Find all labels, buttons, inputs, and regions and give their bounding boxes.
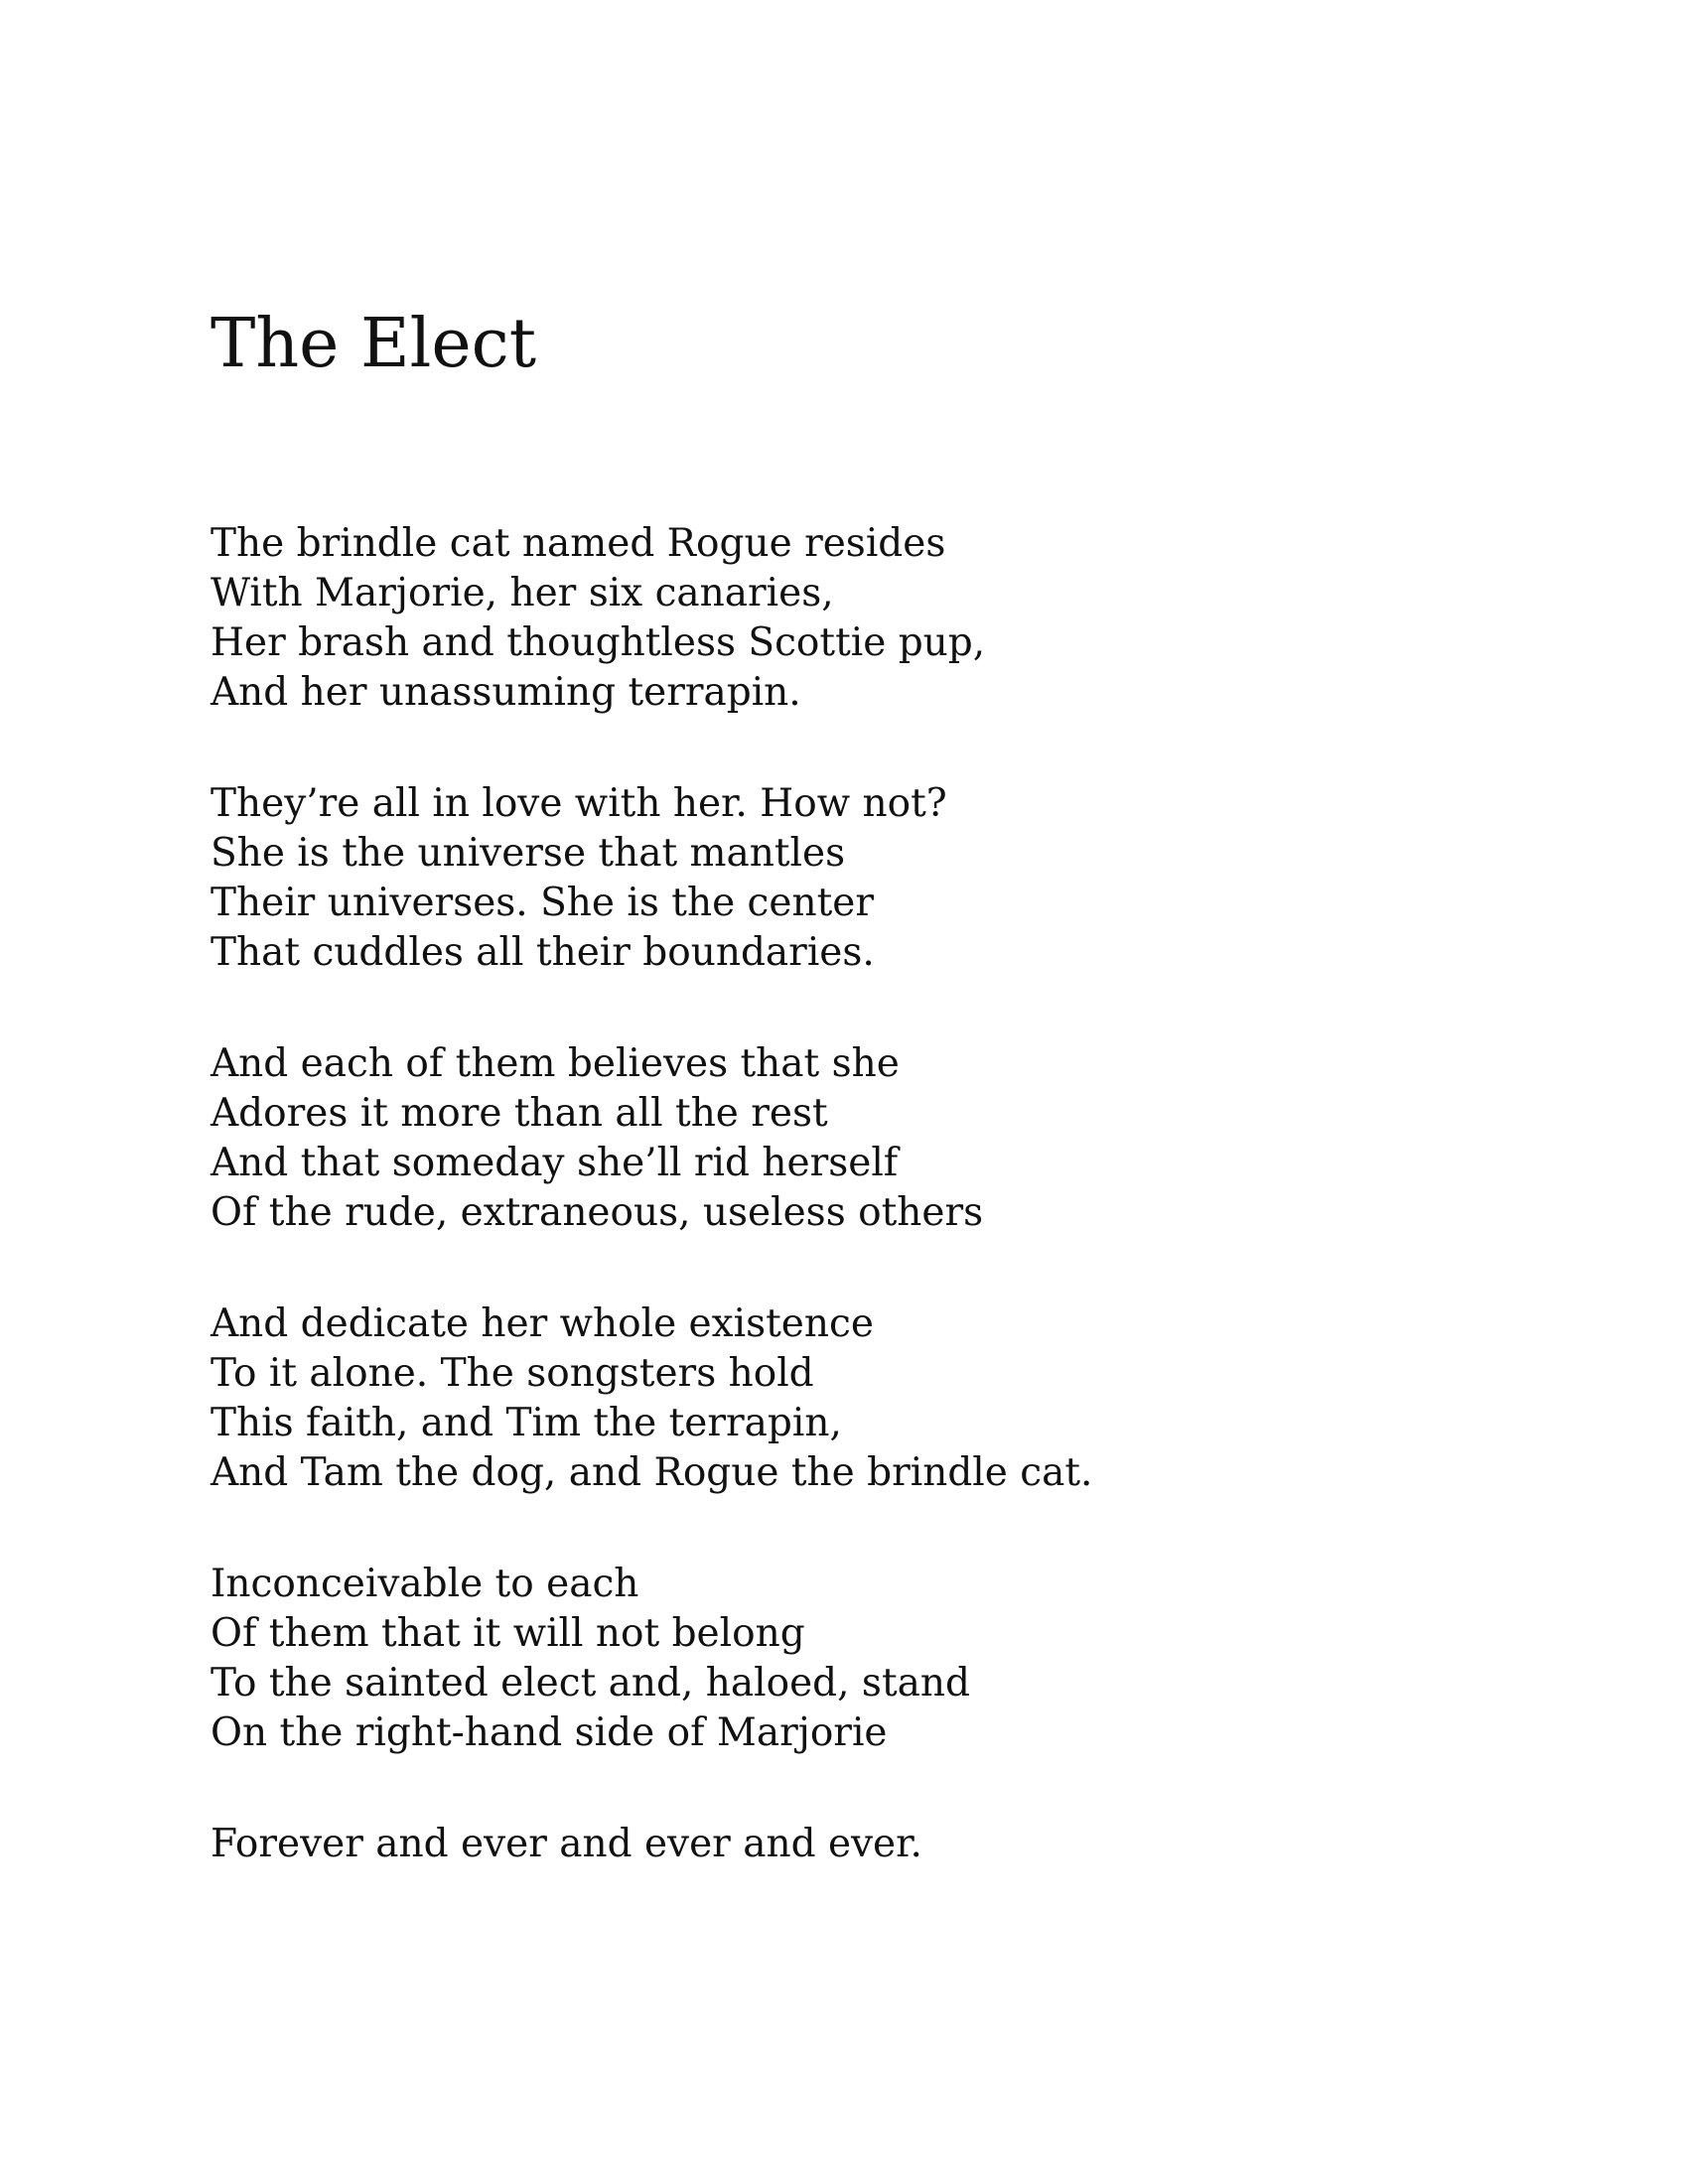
stanza-4 <box>211 1299 1501 1498</box>
poem-body <box>211 519 1501 1931</box>
stanza-1 <box>211 519 1501 718</box>
poem-line: With Marjorie, her six canaries, <box>211 571 834 615</box>
poem-line: They’re all in love with her. How not? <box>211 781 947 826</box>
poem-line: On the right-hand side of Marjorie <box>211 1710 888 1755</box>
poem-line: And that someday she’ll rid herself <box>211 1141 899 1185</box>
poem-line: And Tam the dog, and Rogue the brindle cat. <box>211 1450 1093 1495</box>
poem-line: And her unassuming terrapin. <box>211 670 801 715</box>
poem-line: Her brash and thoughtless Scottie pup, <box>211 620 986 665</box>
poem-line: That cuddles all their boundaries. <box>211 930 875 975</box>
poem-line: Inconceivable to each <box>211 1562 639 1606</box>
poem-line: Forever and ever and ever and ever. <box>211 1822 922 1866</box>
poem-line: Their universes. She is the center <box>211 881 874 925</box>
poem-line: To it alone. The songsters hold <box>211 1351 814 1396</box>
poem-line: She is the universe that mantles <box>211 831 846 876</box>
poem-line: This faith, and Tim the terrapin, <box>211 1401 842 1445</box>
poem-title: The Elect <box>211 305 537 383</box>
poem-line: And dedicate her whole existence <box>211 1301 874 1346</box>
poem-line: To the sainted elect and, haloed, stand <box>211 1661 970 1706</box>
poem-line: And each of them believes that she <box>211 1041 900 1086</box>
poem-line: The brindle cat named Rogue resides <box>211 521 946 566</box>
stanza-6 <box>211 1820 1501 1869</box>
stanza-5 <box>211 1560 1501 1758</box>
stanza-3 <box>211 1039 1501 1238</box>
stanza-2 <box>211 779 1501 978</box>
poem-line: Adores it more than all the rest <box>211 1091 828 1136</box>
poem-line: Of them that it will not belong <box>211 1611 805 1656</box>
poem-line: Of the rude, extraneous, useless others <box>211 1190 984 1235</box>
